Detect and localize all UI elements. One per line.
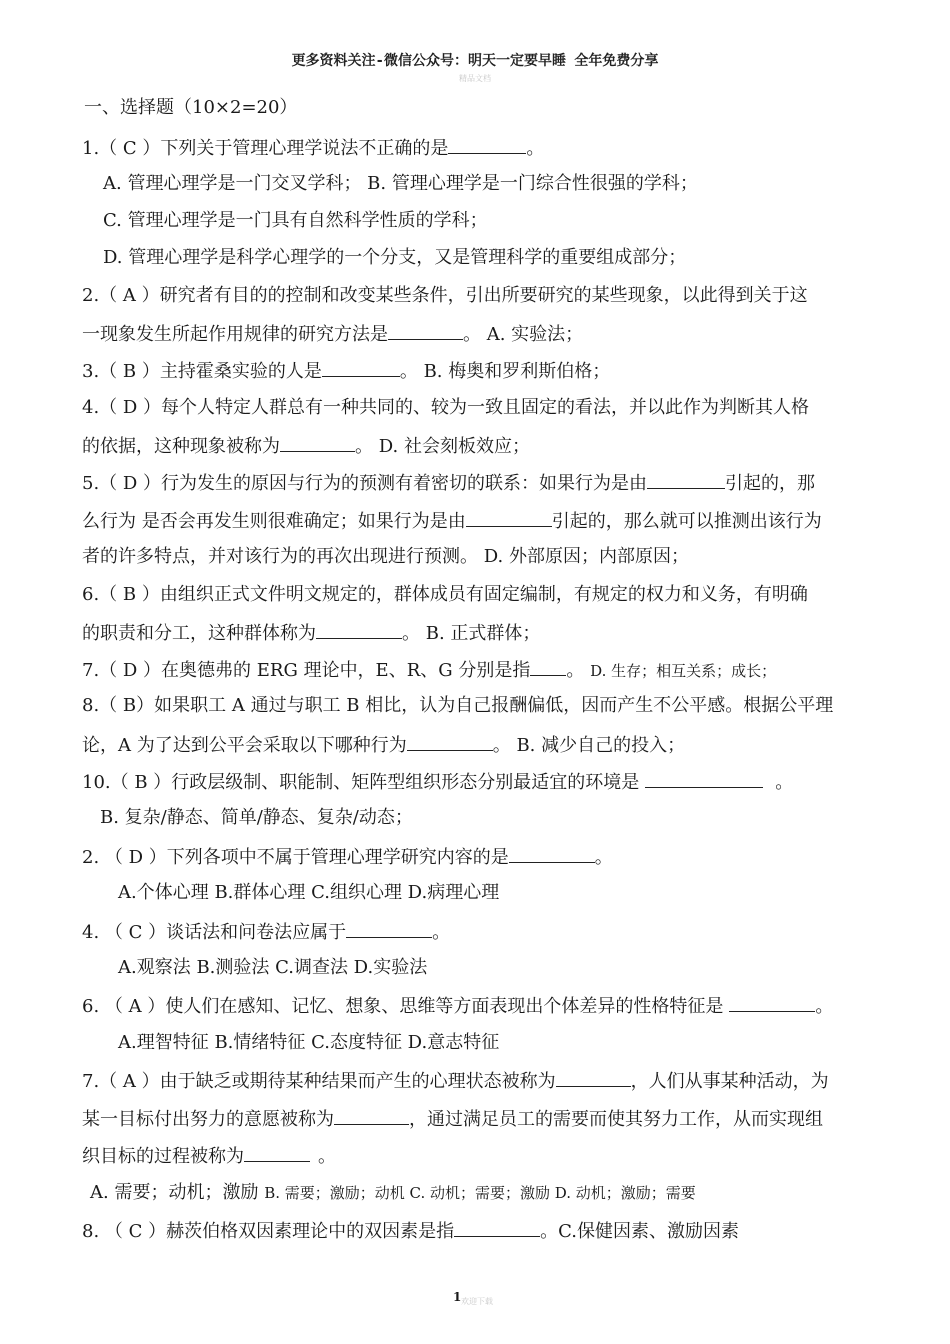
question-p2 bbox=[82, 844, 613, 870]
q10-option: B. 复杂/静态、简单/静态、复杂/动态； bbox=[100, 807, 413, 828]
q8-text: 论，A 为了达到公平会采取以下哪种行为 bbox=[82, 735, 407, 756]
question-3 bbox=[82, 358, 610, 384]
question-p8 bbox=[82, 1218, 739, 1244]
question-5-line-2 bbox=[82, 508, 822, 534]
question-p6 bbox=[82, 993, 833, 1019]
answer-blank bbox=[448, 135, 526, 154]
answer-blank bbox=[729, 993, 815, 1012]
q8-answer: 。 B. 减少自己的投入； bbox=[492, 735, 686, 756]
p2-text: 2. （ D ）下列各项中不属于管理心理学研究内容的是 bbox=[82, 847, 509, 868]
question-8-line-2 bbox=[82, 732, 685, 758]
answer-blank bbox=[322, 358, 400, 377]
answer-blank bbox=[466, 508, 552, 527]
question-p7-line-2 bbox=[82, 1106, 823, 1132]
q5-text-1: 5.（ D ）行为发生的原因与行为的预测有着密切的联系：如果行为是由 bbox=[82, 473, 648, 494]
watermark-top: 精品文档 bbox=[459, 74, 491, 83]
question-p4 bbox=[82, 919, 450, 945]
p6-text: 6. （ A ）使人们在感知、记忆、想象、思维等方面表现出个体差异的性格特征是 bbox=[82, 996, 724, 1017]
p4-options: A.观察法 B.测验法 C.调查法 D.实验法 bbox=[118, 957, 428, 978]
q7-answer: D. 生存；相互关系；成长； bbox=[590, 662, 777, 680]
p4-text: 4. （ C ）谈话法和问卷法应属于 bbox=[82, 922, 347, 943]
p8-text: 8. （ C ）赫茨伯格双因素理论中的双因素是指 bbox=[82, 1221, 455, 1242]
question-1-end: 。 bbox=[526, 138, 545, 159]
answer-blank bbox=[244, 1143, 310, 1162]
p7-text-5: 织目标的过程被称为 bbox=[82, 1146, 244, 1167]
q1-option-c: C. 管理心理学是一门具有自然科学性质的学科； bbox=[103, 210, 488, 231]
p8-answer: 。C.保健因素、激励因素 bbox=[540, 1221, 739, 1242]
p7-option-a: A. 需要；动机；激励 bbox=[90, 1182, 259, 1203]
q3-answer: 。 B. 梅奥和罗利斯伯格； bbox=[399, 361, 611, 382]
q4-answer: 。 D. 社会刻板效应； bbox=[355, 436, 530, 457]
q2-answer: 。 A. 实验法； bbox=[463, 324, 584, 345]
p4-end: 。 bbox=[432, 922, 451, 943]
q3-text: 3.（ B ）主持霍桑实验的人是 bbox=[82, 361, 322, 382]
p2-end: 。 bbox=[594, 847, 613, 868]
q5-text-2: 引起的，那 bbox=[725, 473, 816, 494]
question-10 bbox=[82, 769, 793, 795]
answer-blank bbox=[556, 1068, 631, 1087]
q1-option-d: D. 管理心理学是科学心理学的一个分支，又是管理科学的重要组成部分； bbox=[103, 247, 687, 268]
q10-end: 。 bbox=[775, 772, 794, 793]
question-6-line-1: 6.（ B ）由组织正式文件明文规定的，群体成员有固定编制，有规定的权力和义务，有明确 bbox=[82, 584, 808, 605]
answer-blank bbox=[645, 769, 763, 788]
p7-text-4: ，通过满足员工的需要而使其努力工作，从而实现组 bbox=[409, 1109, 823, 1130]
q6-answer: 。 B. 正式群体； bbox=[402, 623, 541, 644]
p7-option-bcd: B. 需要；激励；动机 C. 动机；需要；激励 D. 动机；激励；需要 bbox=[264, 1184, 696, 1202]
answer-blank bbox=[407, 732, 493, 751]
p6-options: A.理智特征 B.情绪特征 C.态度特征 D.意志特征 bbox=[118, 1032, 500, 1053]
q2-text: 一现象发生所起作用规律的研究方法是 bbox=[82, 324, 388, 345]
question-2-line-2 bbox=[82, 321, 583, 347]
q1-option-a-b: A. 管理心理学是一门交叉学科； B. 管理心理学是一门综合性很强的学科； bbox=[103, 173, 698, 194]
q7-text: 7.（ D ）在奥德弗的 ERG 理论中，E、R、G 分别是指 bbox=[82, 660, 531, 681]
question-5-line-3: 者的许多特点，并对该行为的再次出现进行预测。 D. 外部原因；内部原因； bbox=[82, 546, 689, 567]
q5-text-3: 么行为 是否会再发生则很难确定；如果行为是由 bbox=[82, 511, 466, 532]
answer-blank bbox=[454, 1218, 540, 1237]
q4-text: 的依据，这种现象被称为 bbox=[82, 436, 280, 457]
q7-end: 。 bbox=[566, 660, 591, 681]
p7-text-1: 7.（ A ）由于缺乏或期待某种结果而产生的心理状态被称为 bbox=[82, 1071, 556, 1092]
q6-text: 的职责和分工，这种群体称为 bbox=[82, 623, 316, 644]
p7-end: 。 bbox=[318, 1146, 336, 1167]
answer-blank bbox=[647, 470, 725, 489]
question-1-stem: 1.（ C ）下列关于管理心理学说法不正确的是 bbox=[82, 138, 449, 159]
watermark-bottom: 欢迎下载 bbox=[461, 1297, 493, 1306]
question-p7-line-1 bbox=[82, 1068, 829, 1094]
question-7 bbox=[82, 657, 776, 683]
answer-blank bbox=[280, 433, 355, 452]
question-1 bbox=[82, 135, 544, 161]
question-2-line-1: 2.（ A ）研究者有目的的控制和改变某些条件，引出所要研究的某些现象，以此得到关于这 bbox=[82, 285, 808, 306]
p7-text-3: 某一目标付出努力的意愿被称为 bbox=[82, 1109, 334, 1130]
answer-blank bbox=[530, 657, 566, 676]
question-4-line-1: 4.（ D ）每个人特定人群总有一种共同的、较为一致且固定的看法，并以此作为判断其人格 bbox=[82, 397, 810, 418]
answer-blank bbox=[388, 321, 463, 340]
answer-blank bbox=[346, 919, 432, 938]
answer-blank bbox=[334, 1106, 409, 1125]
question-5-line-1 bbox=[82, 470, 815, 496]
question-p7-line-3 bbox=[82, 1143, 336, 1169]
question-4-line-2 bbox=[82, 433, 530, 459]
q10-text: 10.（ B ）行政层级制、职能制、矩阵型组织形态分别最适宜的环境是 bbox=[82, 772, 640, 793]
p7-options bbox=[90, 1181, 696, 1205]
page-number: 1 bbox=[453, 1290, 462, 1304]
answer-blank bbox=[316, 620, 402, 639]
answer-blank bbox=[509, 844, 595, 863]
section-title: 一、选择题（10×2=20） bbox=[84, 97, 298, 118]
header-banner: 更多资料关注-微信公众号：明天一定要早睡 全年免费分享 bbox=[291, 53, 659, 69]
question-6-line-2 bbox=[82, 620, 540, 646]
p6-end: 。 bbox=[815, 996, 834, 1017]
question-8-line-1: 8.（ B）如果职工 A 通过与职工 B 相比，认为自己报酬偏低，因而产生不公平感。根据公平理 bbox=[82, 695, 834, 716]
p2-options: A.个体心理 B.群体心理 C.组织心理 D.病理心理 bbox=[118, 882, 500, 903]
q5-text-4: 引起的，那么就可以推测出该行为 bbox=[551, 511, 822, 532]
p7-text-2: ，人们从事某种活动，为 bbox=[630, 1071, 829, 1092]
